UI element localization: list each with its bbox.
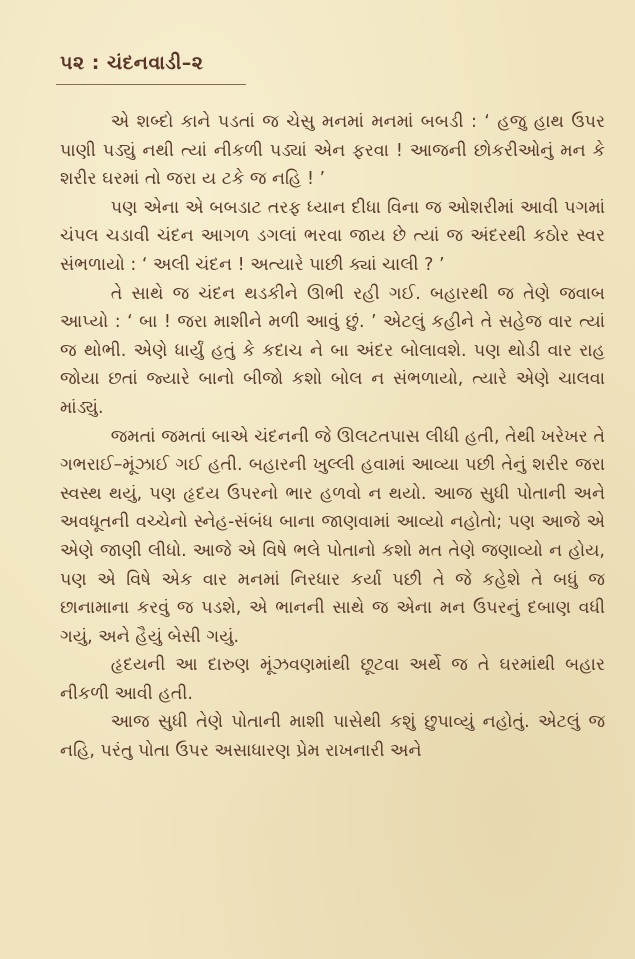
paragraph-2: પણ એના એ બબડાટ તરફ ધ્યાન દીધા વિના જ ઓશરીમાં આવી પગમાં ચંપલ ચડાવી ચંદન આગળ ડગલાં ભરવા જાય છે ત્યાં જ અંદરથી કઠોર સ્વર સંભળાયો : ‘ અલી ચંદન ! અત્યારે પાછી ક્યાં ચાલી ? ’ [60, 197, 605, 275]
paragraph-6: આજ સુધી તેણે પોતાની માશી પાસેથી કશું છુપાવ્યું નહોતું. એટલું જ નહિ, પરંતુ પોતા ઉપર અસાધારણ પ્રેમ રાખનારી અને [60, 712, 605, 762]
paragraph-1: એ શબ્દો કાને પડતાં જ ચેસુ મનમાં મનમાં બબડી : ‘ હજુ હાથ ઉપર પાણી પડ્યું નથી ત્યાં નીકળી પડ્યાં એન ફરવા ! આજની છોકરીઓનું મન કે શરીર ઘરમાં તો જરા ય ટકે જ નહિ ! ’ [60, 112, 605, 190]
page-header: ૫૨ : ચંદનવાડી–૨ [60, 52, 204, 74]
page-body [60, 108, 605, 766]
paragraph-3: તે સાથે જ ચંદન થડકીને ઊભી રહી ગઈ. બહારથી જ તેણે જવાબ આપ્યો : ‘ બા ! જરા માશીને મળી આવું છું. ’ એટલું કહીને તે સહેજ વાર ત્યાં જ થોભી. એણે ધાર્યું હતું કે કદાચ ને બા અંદર બોલાવશે. પણ થોડી વાર રાહ જોયા છતાં જ્યારે બાનો બીજો કશો બોલ ન સંભળાયો, ત્યારે એણે ચાલવા માંડ્યું. [60, 283, 605, 418]
header-underline [56, 84, 246, 86]
paragraph-5: હૃદયની આ દારુણ મૂંઝવણમાંથી છૂટવા અર્થે જ તે ઘરમાંથી બહાર નીકળી આવી હતી. [60, 655, 605, 704]
paragraph-4: જમતાં જમતાં બાએ ચંદનની જે ઊલટતપાસ લીધી હતી, તેથી ખરેખર તે ગભરાઈ–મૂંઝાઈ ગઈ હતી. બહારની ખુલ્લી હવામાં આવ્યા પછી તેનું શરીર જરા સ્વસ્થ થયું, પણ હૃદય ઉપરનો ભાર હળવો ન થયો. આજ સુધી પોતાની અને અવધૂતની વચ્ચેનો સ્નેહ-સંબંધ બાના જાણવામાં આવ્યો નહોતો; પણ આજે એ એણે જાણી લીધો. આજે એ વિષે ભલે પોતાનો કશો મત તેણે જણાવ્યો ન હોય, પણ એ વિષે એક વાર મનમાં નિરધાર કર્યા પછી તે જે કહેશે તે બધું જ છાનામાના કરવું જ પડશે, એ ભાનની સાથે જ એના મન ઉપરનું દબાણ વધી ગયું, અને હૈયું બેસી ગયું. [60, 426, 605, 647]
